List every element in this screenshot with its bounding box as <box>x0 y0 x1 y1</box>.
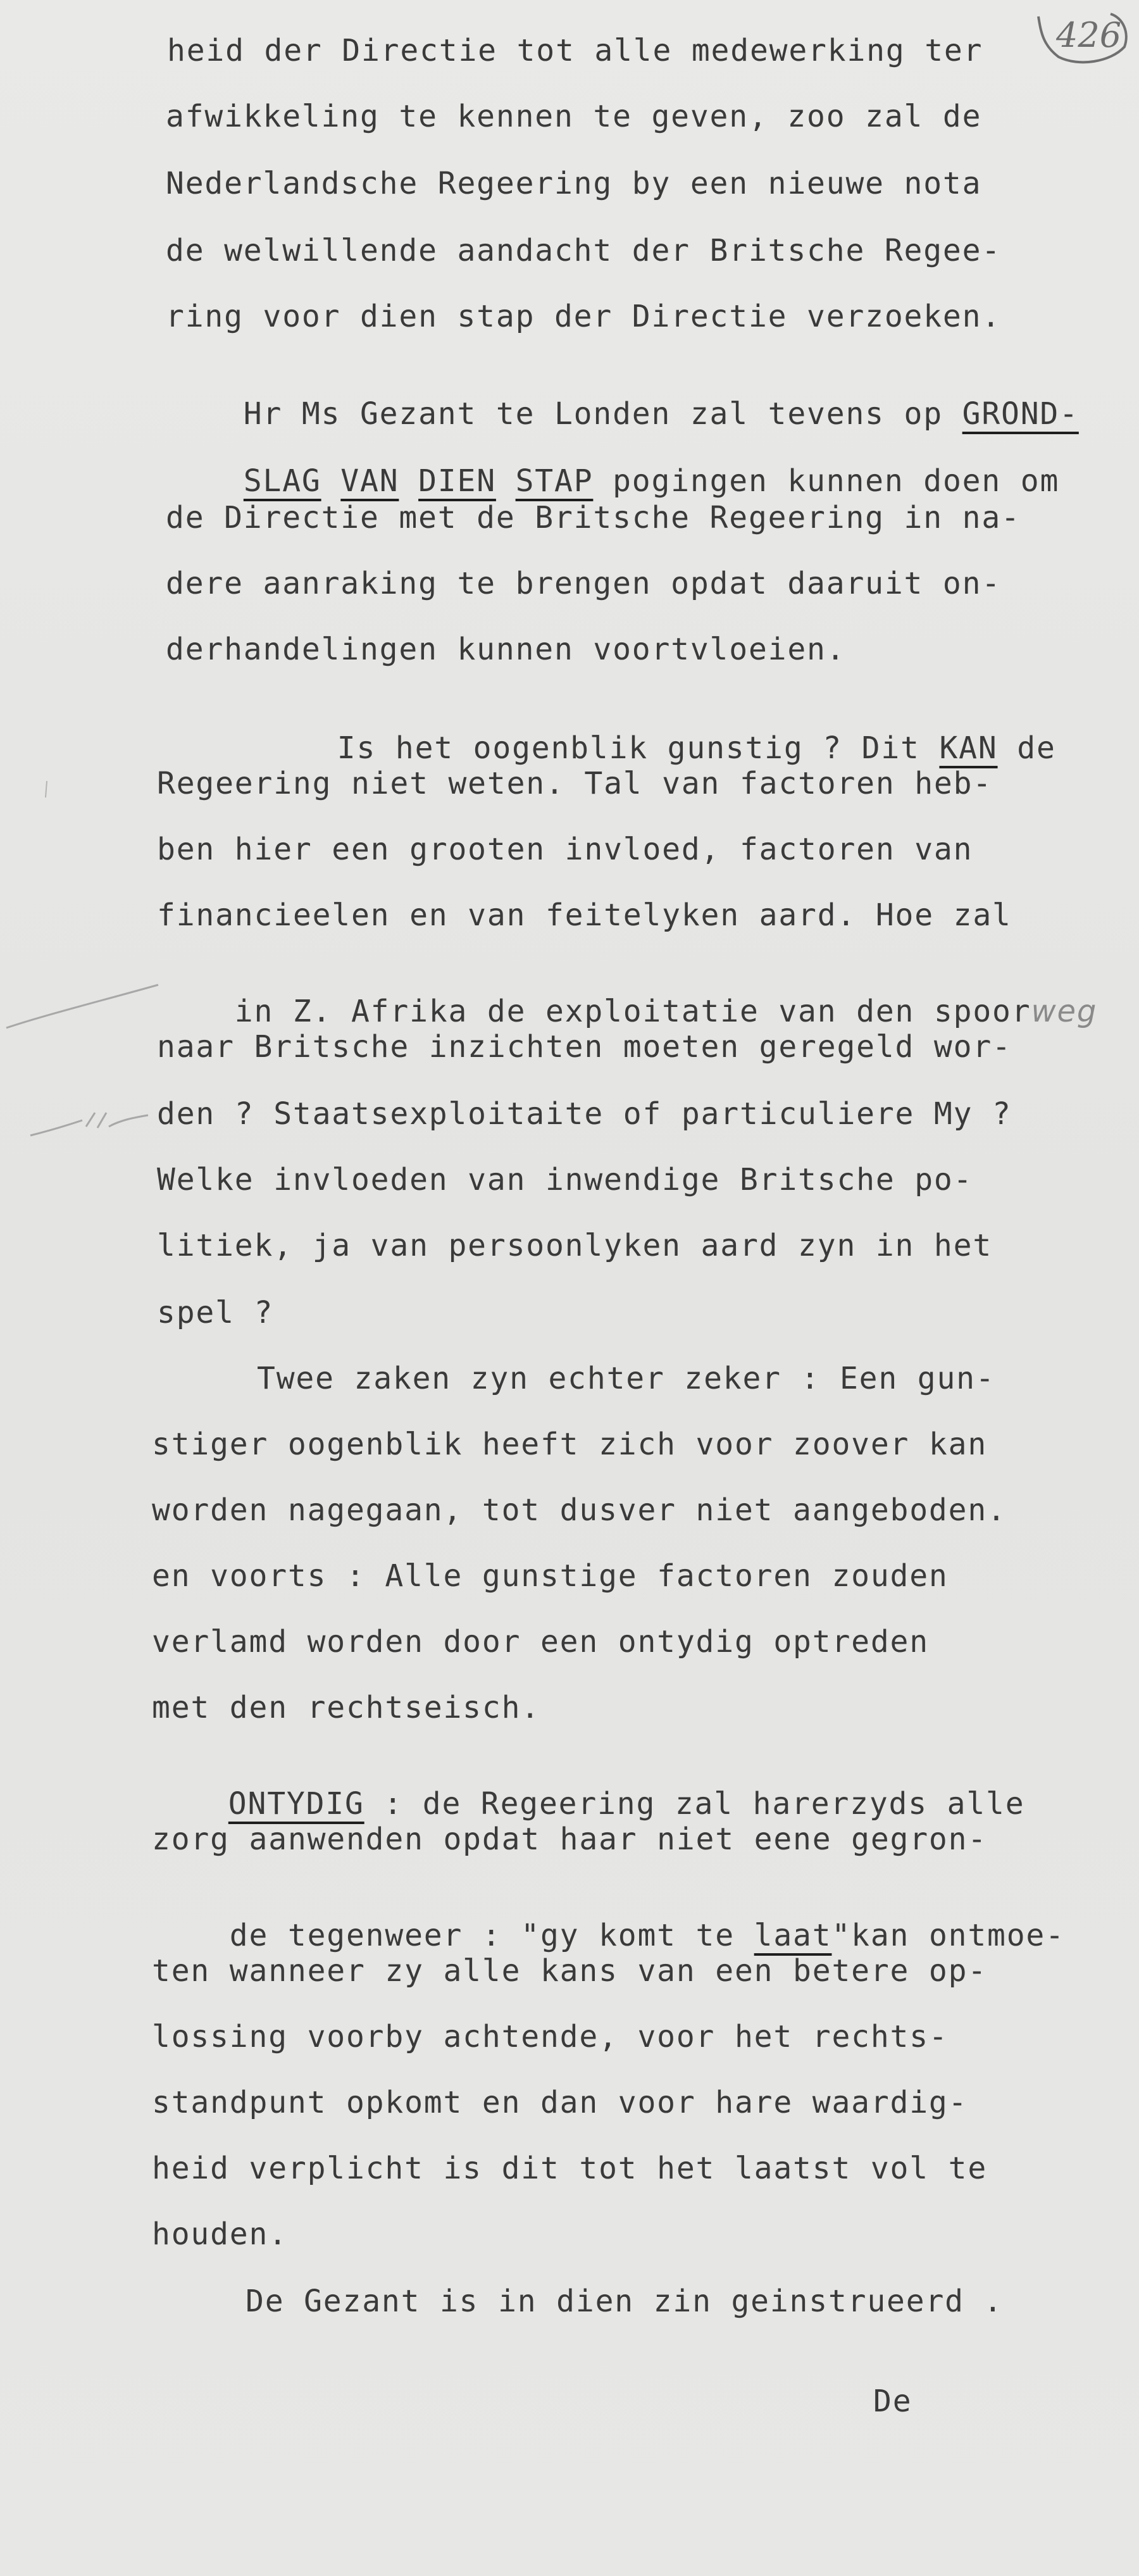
underlined-text: ONTYDIG <box>228 1786 364 1822</box>
text-line: Nederlandsche Regeering by een nieuwe nota <box>166 166 982 201</box>
text-line: verlamd worden door een ontydig optreden <box>152 1624 929 1660</box>
underlined-text: KAN <box>939 730 998 766</box>
text-span: pogingen kunnen doen om <box>593 463 1060 499</box>
text-line: spel ? <box>157 1295 274 1330</box>
text-line: afwikkeling te kennen te geven, zoo zal de <box>166 99 982 134</box>
text-line: worden nagegaan, tot dusver niet aangeboden. <box>152 1492 1007 1528</box>
underlined-text: SLAG <box>243 463 321 499</box>
text-line: ten wanneer zy alle kans van een betere op- <box>152 1953 988 1989</box>
underlined-text: VAN <box>340 463 399 499</box>
text-span: Is het oogenblik gunstig ? Dit <box>337 730 940 766</box>
text-span: in Z. Afrika de exploitatie van den spoor <box>234 994 1031 1029</box>
text-line: De Gezant is in dien zin geinstrueerd . <box>246 2284 1004 2319</box>
text-line: met den rechtseisch. <box>152 1690 540 1725</box>
text-line: de welwillende aandacht der Britsche Regee- <box>166 233 1002 268</box>
text-line: Twee zaken zyn echter zeker : Een gun- <box>257 1361 995 1396</box>
text-line: ben hier een grooten invloed, factoren van <box>157 832 973 867</box>
text-line: ring voor dien stap der Directie verzoeken. <box>166 299 1002 334</box>
text-line: Regeering niet weten. Tal van factoren heb- <box>157 766 993 801</box>
text-line: dere aanraking te brengen opdat daaruit on- <box>166 566 1002 601</box>
text-line: naar Britsche inzichten moeten geregeld wor- <box>157 1029 1012 1065</box>
underlined-text: DIEN <box>418 463 496 499</box>
text-line: stiger oogenblik heeft zich voor zoover kan <box>152 1427 988 1462</box>
text-line: standpunt opkomt en dan voor hare waardig- <box>152 2085 968 2120</box>
text-line: financieelen en van feitelyken aard. Hoe zal <box>157 897 1012 933</box>
text-line: en voorts : Alle gunstige factoren zouden <box>152 1558 949 1594</box>
underlined-text: laat <box>754 1918 832 1953</box>
text-span: Hr Ms Gezant te Londen zal tevens op <box>243 396 962 432</box>
text-line: lossing voorby achtende, voor het rechts- <box>152 2019 949 2054</box>
text-line: de Directie met de Britsche Regeering in na- <box>166 500 1021 535</box>
text-line: houden. <box>152 2216 288 2252</box>
margin-pencil-mark <box>0 975 165 1032</box>
page-number: 426 <box>1035 8 1130 66</box>
text-line: heid verplicht is dit tot het laatst vol te <box>152 2151 988 2186</box>
text-line: den ? Staatsexploitaite of particuliere My ? <box>157 1096 1012 1132</box>
text-line: derhandelingen kunnen voortvloeien. <box>166 632 846 667</box>
underlined-text: GROND- <box>962 396 1079 432</box>
text-line: heid der Directie tot alle medewerking ter <box>167 33 983 68</box>
text-span: de tegenweer : "gy komt te <box>229 1918 754 1953</box>
text-line: zorg aanwenden opdat haar niet eene gegron- <box>152 1822 988 1857</box>
margin-dot-mark <box>40 778 53 801</box>
text-span: de <box>997 730 1056 766</box>
text-line: Welke invloeden van inwendige Britsche po- <box>157 1162 973 1197</box>
text-span: : de Regeering zal harerzyds alle <box>364 1786 1025 1822</box>
margin-pencil-mark <box>25 1101 152 1146</box>
text-line: litiek, ja van persoonlyken aard zyn in het <box>157 1228 993 1263</box>
handwritten-insert: weg <box>1031 994 1098 1029</box>
catchword: De <box>873 2384 912 2419</box>
underlined-text: STAP <box>515 463 594 499</box>
text-span: "kan ontmoe- <box>831 1918 1065 1953</box>
